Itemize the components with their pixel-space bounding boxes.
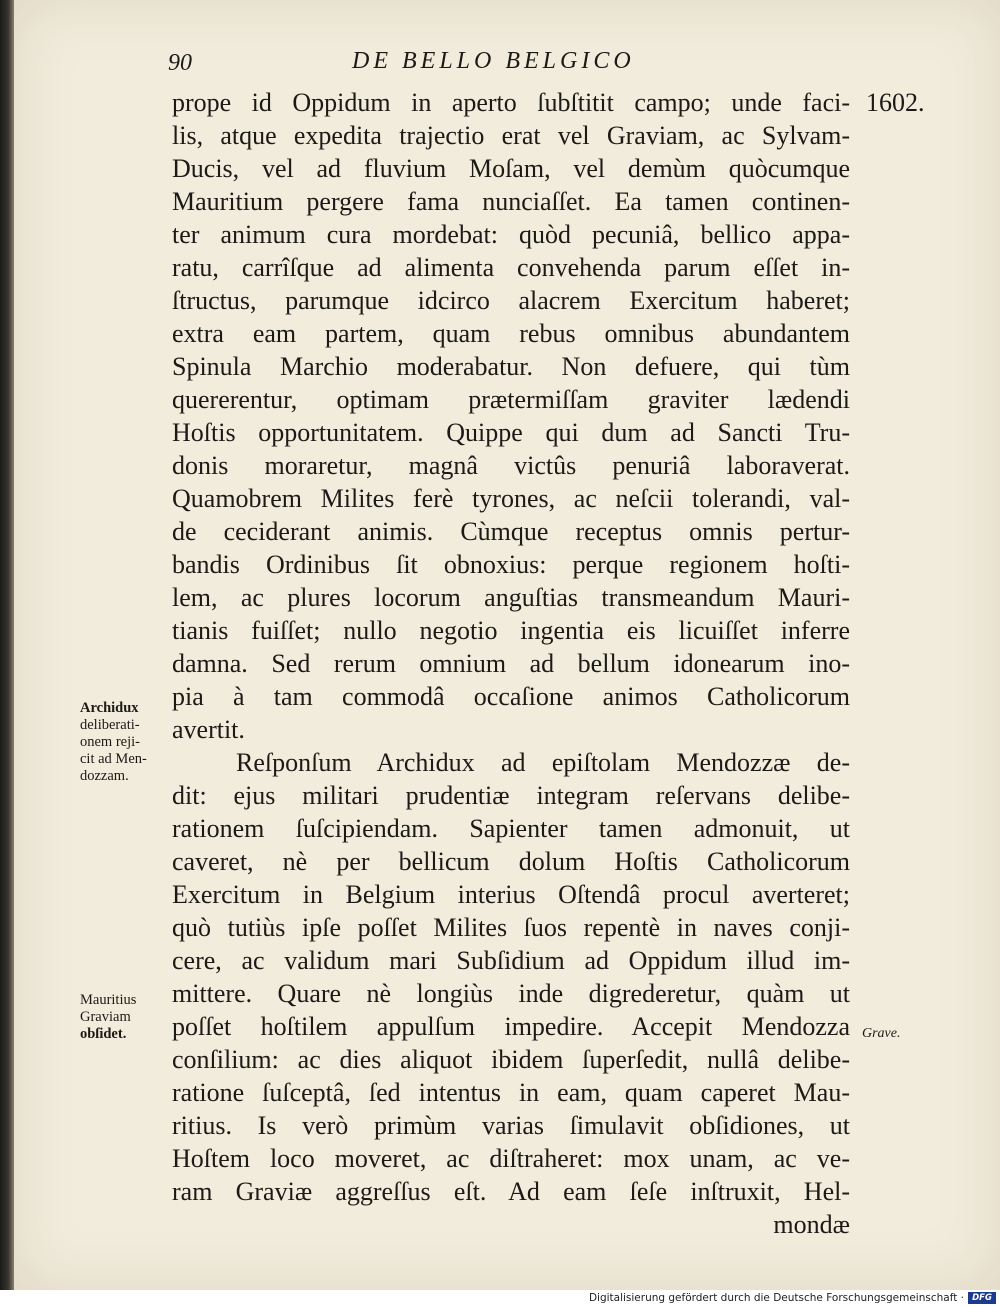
book-binding-edge	[0, 0, 14, 1290]
marginal-line: onem reji-	[80, 734, 140, 750]
digitization-footer	[0, 1290, 1000, 1307]
marginal-line: obſidet.	[80, 1026, 127, 1042]
year-marginal-note: 1602.	[866, 88, 925, 117]
text-line: lem, ac plures locorum anguſtias transmeandum Mauri-	[172, 583, 850, 612]
text-line: bandis Ordinibus ſit obnoxius: perque regionem hoſti-	[172, 550, 850, 579]
text-line: ram Graviæ aggreſſus eſt. Ad eam ſeſe inſtruxit, Hel-	[172, 1177, 850, 1206]
text-line: ter animum cura mordebat: quòd pecuniâ, bellico appa-	[172, 220, 850, 249]
text-line: dit: ejus militari prudentiæ integram reſervans delibe-	[172, 781, 850, 810]
marginal-line: Mauritius	[80, 992, 137, 1008]
marginal-line: dozzam.	[80, 768, 129, 784]
text-line: damna. Sed rerum omnium ad bellum idonearum ino-	[172, 649, 850, 678]
dfg-logo-icon: DFG	[968, 1292, 996, 1304]
text-line: extra eam partem, quam rebus omnibus abundantem	[172, 319, 850, 348]
marginal-line: deliberati-	[80, 717, 140, 733]
marginal-line: cit ad Men-	[80, 751, 147, 767]
marginal-note-archidux	[80, 700, 162, 785]
text-line: ſtructus, parumque idcirco alacrem Exercitum haberet;	[172, 286, 850, 315]
text-line: ratione ſuſceptâ, ſed intentus in eam, quam caperet Mau-	[172, 1078, 850, 1107]
catchword: mondæ	[773, 1210, 850, 1239]
text-line: Spinula Marchio moderabatur. Non defuere, qui tùm	[172, 352, 850, 381]
marginal-line: Graviam	[80, 1009, 131, 1025]
text-line: caveret, nè per bellicum dolum Hoſtis Catholicorum	[172, 847, 850, 876]
running-head: DE BELLO BELGICO	[352, 48, 635, 74]
body-text	[172, 86, 850, 1241]
text-line: lis, atque expedita trajectio erat vel Graviam, ac Sylvam-	[172, 121, 850, 150]
text-line: Hoſtem loco moveret, ac diſtraheret: mox unam, ac ve-	[172, 1144, 850, 1173]
text-line: quò tutiùs ipſe poſſet Milites ſuos repentè in naves conji-	[172, 913, 850, 942]
text-line: Hoſtis opportunitatem. Quippe qui dum ad Sancti Tru-	[172, 418, 850, 447]
text-line: rationem ſuſcipiendam. Sapienter tamen admonuit, ut	[172, 814, 850, 843]
text-line: Mauritium pergere fama nunciaſſet. Ea tamen continen-	[172, 187, 850, 216]
text-line: mittere. Quare nè longiùs inde digrederetur, quàm ut	[172, 979, 850, 1008]
text-line: donis moraretur, magnâ victûs penuriâ laboraverat.	[172, 451, 850, 480]
marginal-note-mauritius	[80, 992, 162, 1043]
text-line: ritius. Is verò primùm varias ſimulavit obſidiones, ut	[172, 1111, 850, 1140]
text-line: Ducis, vel ad fluvium Moſam, vel demùm quòcumque	[172, 154, 850, 183]
text-line: prope id Oppidum in aperto ſubſtitit campo; unde faci-	[172, 88, 850, 117]
text-line: poſſet hoſtilem appulſum impedire. Accepit Mendozza	[172, 1012, 850, 1041]
text-line: avertit.	[172, 715, 245, 744]
page-number: 90	[168, 50, 192, 76]
marginal-note-grave: Grave.	[862, 1026, 901, 1041]
text-line: cere, ac validum mari Subſidium ad Oppidum illud im-	[172, 946, 850, 975]
text-line: quererentur, optimam prætermiſſam graviter lædendi	[172, 385, 850, 414]
text-line: pia à tam commodâ occaſione animos Catholicorum	[172, 682, 850, 711]
text-line: Exercitum in Belgium interius Oſtendâ procul averteret;	[172, 880, 850, 909]
paragraph-start-line: Reſponſum Archidux ad epiſtolam Mendozzæ de-	[236, 748, 850, 777]
text-line: Quamobrem Milites ferè tyrones, ac neſcii tolerandi, val-	[172, 484, 850, 513]
text-line: conſilium: ac dies aliquot ibidem ſuperſedit, nullâ delibe-	[172, 1045, 850, 1074]
footer-credit: Digitalisierung gefördert durch die Deutsche Forschungsgemeinschaft ·	[588, 1292, 964, 1304]
text-line: ratu, carrîſque ad alimenta convehenda parum eſſet in-	[172, 253, 850, 282]
marginal-line: Archidux	[80, 700, 139, 716]
text-line: de ceciderant animis. Cùmque receptus omnis pertur-	[172, 517, 850, 546]
text-line: tianis fuiſſet; nullo negotio ingentia eis licuiſſet inferre	[172, 616, 850, 645]
